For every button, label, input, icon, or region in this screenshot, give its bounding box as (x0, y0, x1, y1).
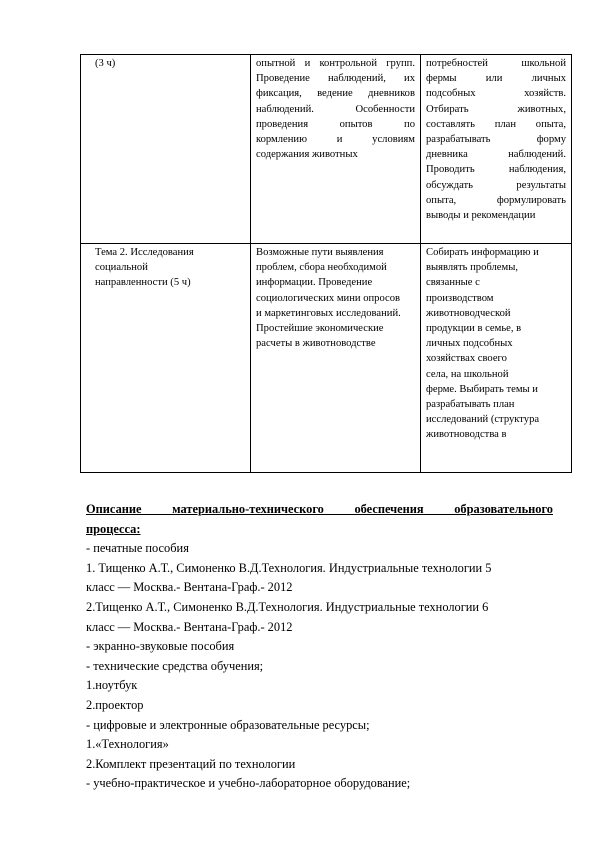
list-item: 1.ноутбук (86, 678, 138, 693)
curriculum-table-fragment (80, 54, 566, 473)
cell-line: исследований (структура (426, 414, 540, 426)
activities-cell (421, 244, 572, 473)
list-item: 2.проектор (86, 697, 144, 712)
cell-line: информации. Проведение (256, 277, 373, 289)
cell-line: проведения опытов по (256, 118, 415, 130)
cell-line: выводы и рекомендации (426, 210, 536, 222)
cell-line: потребностей школьной (426, 58, 566, 69)
cell-line: социологических мини опросов (256, 292, 401, 304)
table-row (81, 244, 572, 473)
cell-line: Тема 2. Исследования (95, 247, 194, 258)
list-item: - печатные пособия (86, 541, 189, 556)
heading-line: процесса: (86, 521, 141, 536)
list-item: - технические средства обучения; (86, 658, 264, 673)
list-item: 2.Тищенко А.Т., Симоненко В.Д.Технология. Индустриальные технологии 6 (86, 599, 489, 614)
cell-line: Проведение наблюдений, их (256, 73, 415, 85)
cell-line: продукции в семье, в (426, 323, 522, 335)
heading-line: Описание материально-технического обеспечения образовательного (86, 502, 553, 516)
cell-line: Проводить наблюдения, (426, 164, 566, 176)
cell-line: села, на школьной (426, 368, 509, 380)
cell-line: социальной (95, 262, 148, 274)
cell-line: опытной и контрольной групп. (256, 58, 415, 69)
list-item: класс — Москва.- Вентана-Граф.- 2012 (86, 619, 293, 634)
list-item: - учебно-практическое и учебно-лабораторное оборудование; (86, 776, 411, 791)
curriculum-table (80, 54, 572, 473)
materials-description (86, 500, 553, 794)
cell-line: и маркетинговых исследований. (256, 307, 401, 319)
cell-line: ферме. Выбирать темы и (426, 383, 538, 395)
cell-line: выявлять проблемы, (426, 262, 518, 274)
cell-line: хозяйствах своего (426, 353, 507, 365)
cell-line: содержания животных (256, 149, 358, 161)
list-item: - цифровые и электронные образовательные ресурсы; (86, 717, 370, 732)
cell-line: направленности (5 ч) (95, 277, 191, 289)
cell-line: животноводства в (426, 429, 507, 441)
cell-line: разрабатывать форму (426, 134, 566, 146)
cell-line: фермы или личных (426, 73, 566, 85)
cell-line: производством (426, 292, 494, 304)
section-heading (86, 500, 553, 539)
cell-line: подсобных хозяйств. (426, 88, 566, 100)
cell-line: составлять план опыта, (426, 118, 566, 130)
cell-line: дневника наблюдений. (426, 149, 566, 161)
cell-line: Возможные пути выявления (256, 247, 384, 258)
content-cell (251, 55, 421, 244)
cell-line: опыта, формулировать (426, 194, 566, 206)
cell-line: связанные с (426, 277, 480, 289)
list-item: 1. Тищенко А.Т., Симоненко В.Д.Технология. Индустриальные технологии 5 (86, 560, 492, 575)
cell-line: (3 ч) (95, 58, 116, 69)
activities-cell (421, 55, 572, 244)
cell-line: проблем, сбора необходимой (256, 262, 387, 274)
list-item: 1.«Технология» (86, 737, 169, 752)
cell-line: расчеты в животноводстве (256, 338, 376, 350)
content-cell (251, 244, 421, 473)
topic-cell (81, 55, 251, 244)
list-item: - экранно-звуковые пособия (86, 639, 235, 654)
list-item: класс — Москва.- Вентана-Граф.- 2012 (86, 580, 293, 595)
cell-line: разрабатывать план (426, 399, 515, 411)
table-row (81, 55, 572, 244)
cell-line: животноводческой (426, 307, 511, 319)
cell-line: Простейшие экономические (256, 323, 384, 335)
cell-line: кормлению и условиям (256, 134, 415, 146)
cell-line: обсуждать результаты (426, 179, 566, 191)
cell-line: Собирать информацию и (426, 247, 539, 258)
list-item: 2.Комплект презентаций по технологии (86, 756, 296, 771)
cell-line: личных подсобных (426, 338, 513, 350)
cell-line: наблюдений. Особенности (256, 103, 415, 115)
topic-cell (81, 244, 251, 473)
cell-line: Отбирать животных, (426, 103, 566, 115)
cell-line: фиксация, ведение дневников (256, 88, 415, 100)
